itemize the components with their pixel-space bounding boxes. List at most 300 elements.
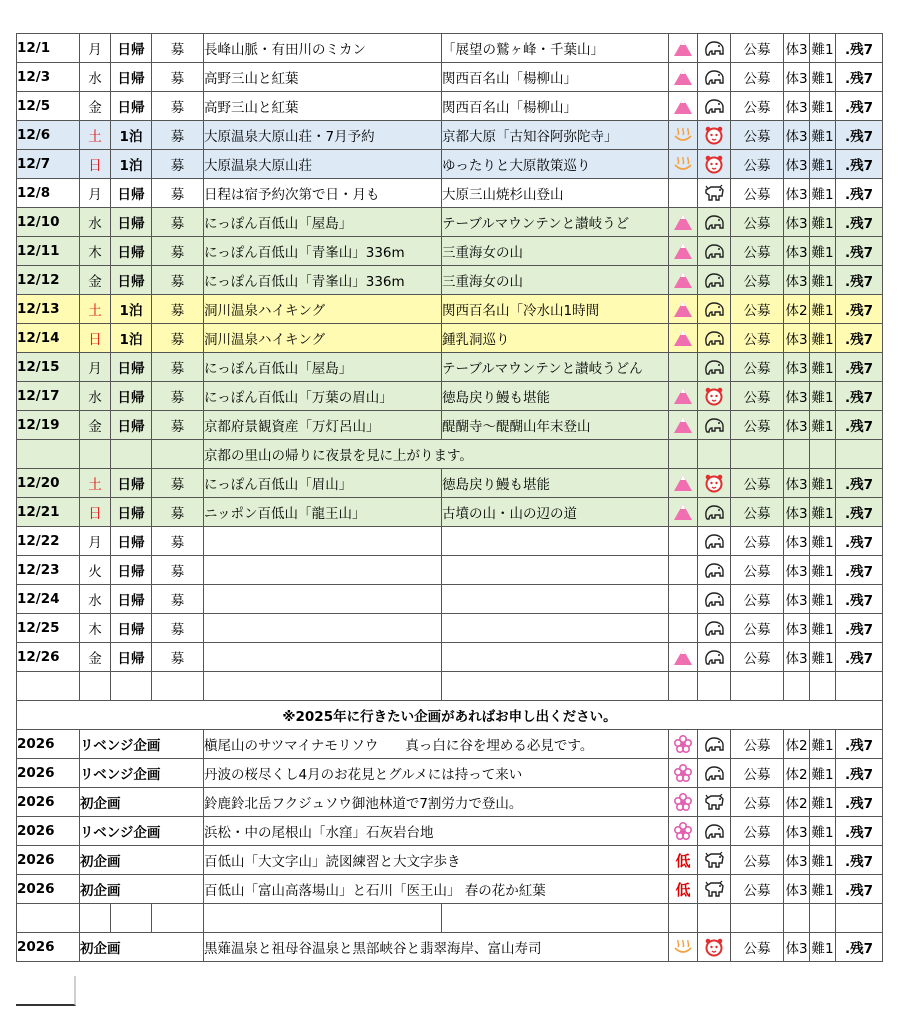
stamina-cell: 体3: [784, 411, 810, 440]
icon-cell: [669, 121, 698, 150]
plan-year-cell: 2026: [17, 730, 80, 759]
icon-cell: [669, 759, 698, 788]
icon-cell: [698, 295, 731, 324]
stamina-cell: 体3: [784, 846, 810, 875]
mountain-icon: [669, 300, 697, 318]
title-cell: 長峰山脈・有田川のミカン: [204, 34, 442, 63]
subtitle-cell: 京都大原「古知谷阿弥陀寺」: [442, 121, 669, 150]
weekday-cell: 水: [80, 585, 111, 614]
empty-cell: [731, 440, 784, 469]
plan-year-cell: 2026: [17, 875, 80, 904]
elephant-icon: [698, 68, 730, 86]
empty-cell: [204, 672, 442, 701]
title-cell: にっぽん百低山「眉山」: [204, 469, 442, 498]
plan-row: [17, 846, 883, 875]
difficulty-cell: 難1: [810, 179, 836, 208]
mountain-icon: [669, 329, 697, 347]
schedule-row: [17, 614, 883, 643]
elephant-icon: [698, 648, 730, 666]
mountain-icon: [669, 648, 697, 666]
mountain-icon: [669, 39, 697, 57]
difficulty-cell: 難1: [810, 556, 836, 585]
subtitle-cell: 鍾乳洞巡り: [442, 324, 669, 353]
trip-type-cell: 日帰: [111, 498, 152, 527]
public-cell: 公募: [731, 179, 784, 208]
schedule-row: [17, 237, 883, 266]
subtitle-cell: [442, 585, 669, 614]
empty-cell: [17, 440, 80, 469]
date-cell: 12/5: [17, 92, 80, 121]
tiger-icon: [698, 386, 730, 406]
plan-kind-cell: リベンジ企画: [80, 817, 204, 846]
icon-cell: [669, 527, 698, 556]
recruit-cell: 募: [152, 527, 204, 556]
stamina-cell: 体3: [784, 237, 810, 266]
stamina-cell: 体3: [784, 150, 810, 179]
recruit-cell: 募: [152, 614, 204, 643]
trip-type-cell: 日帰: [111, 527, 152, 556]
remaining-cell: .残7: [836, 730, 883, 759]
weekday-cell: 金: [80, 643, 111, 672]
remaining-cell: .残7: [836, 179, 883, 208]
remaining-cell: .残7: [836, 875, 883, 904]
difficulty-cell: 難1: [810, 353, 836, 382]
public-cell: 公募: [731, 933, 784, 962]
remaining-cell: .残7: [836, 150, 883, 179]
elephant-icon: [698, 213, 730, 231]
empty-cell: [17, 672, 80, 701]
stamina-cell: 体3: [784, 614, 810, 643]
stamina-cell: 体3: [784, 121, 810, 150]
empty-cell: [152, 440, 204, 469]
remaining-cell: .残7: [836, 324, 883, 353]
plan-row: [17, 817, 883, 846]
icon-cell: [698, 150, 731, 179]
remaining-cell: .残7: [836, 34, 883, 63]
schedule-row: [17, 121, 883, 150]
cow-icon: [698, 880, 730, 898]
remaining-cell: .残7: [836, 266, 883, 295]
stamina-cell: 体3: [784, 353, 810, 382]
public-cell: 公募: [731, 817, 784, 846]
date-cell: 12/10: [17, 208, 80, 237]
icon-cell: [669, 382, 698, 411]
remaining-cell: .残7: [836, 933, 883, 962]
plan-kind-cell: 初企画: [80, 788, 204, 817]
elephant-icon: [698, 300, 730, 318]
icon-cell: [669, 614, 698, 643]
subtitle-cell: [442, 643, 669, 672]
elephant-icon: [698, 561, 730, 579]
empty-cell: [80, 904, 111, 933]
stamina-cell: 体3: [784, 34, 810, 63]
recruit-cell: 募: [152, 382, 204, 411]
icon-cell: [698, 266, 731, 295]
subtitle-cell: テーブルマウンテンと讃岐うど: [442, 208, 669, 237]
icon-cell: [698, 34, 731, 63]
recruit-cell: 募: [152, 324, 204, 353]
sheet-corner: [16, 976, 76, 1006]
title-cell: 洞川温泉ハイキング: [204, 324, 442, 353]
weekday-cell: 水: [80, 208, 111, 237]
weekday-cell: 土: [80, 121, 111, 150]
subtitle-cell: 関西百名山「冷水山1時間: [442, 295, 669, 324]
icon-cell: [669, 353, 698, 382]
subtitle-cell: テーブルマウンテンと讃岐うどん: [442, 353, 669, 382]
hot-spring-icon: [669, 155, 697, 173]
trip-type-cell: 日帰: [111, 34, 152, 63]
title-cell: にっぽん百低山「屋島」: [204, 208, 442, 237]
date-cell: 12/3: [17, 63, 80, 92]
icon-cell: [669, 585, 698, 614]
plan-text-cell: 槇尾山のサツマイナモリソウ 真っ白に谷を埋める必見です。: [204, 730, 669, 759]
schedule-row: [17, 179, 883, 208]
public-cell: 公募: [731, 121, 784, 150]
icon-cell: [698, 179, 731, 208]
empty-cell: [80, 672, 111, 701]
plan-year-cell: 2026: [17, 759, 80, 788]
public-cell: 公募: [731, 324, 784, 353]
icon-cell: [698, 788, 731, 817]
plan-row: [17, 875, 883, 904]
public-cell: 公募: [731, 730, 784, 759]
public-cell: 公募: [731, 353, 784, 382]
plan-text-cell: 百低山「大文字山」読図練習と大文字歩き: [204, 846, 669, 875]
empty-cell: [111, 440, 152, 469]
icon-cell: [698, 353, 731, 382]
title-cell: 高野三山と紅葉: [204, 92, 442, 121]
remaining-cell: .残7: [836, 759, 883, 788]
remaining-cell: .残7: [836, 121, 883, 150]
plan-text-cell: 百低山「富山高落場山」と石川「医王山」 春の花か紅葉: [204, 875, 669, 904]
empty-cell: [669, 672, 698, 701]
recruit-cell: 募: [152, 469, 204, 498]
schedule-row: [17, 527, 883, 556]
difficulty-cell: 難1: [810, 730, 836, 759]
trip-type-cell: 日帰: [111, 411, 152, 440]
mountain-icon: [669, 97, 697, 115]
cow-icon: [698, 184, 730, 202]
flower-icon: [669, 734, 697, 754]
mountain-icon: [669, 387, 697, 405]
plan-row: [17, 730, 883, 759]
trip-type-cell: 日帰: [111, 92, 152, 121]
icon-cell: [698, 237, 731, 266]
date-cell: 12/13: [17, 295, 80, 324]
difficulty-cell: 難1: [810, 411, 836, 440]
elephant-icon: [698, 329, 730, 347]
stamina-cell: 体3: [784, 498, 810, 527]
remaining-cell: .残7: [836, 411, 883, 440]
difficulty-cell: 難1: [810, 788, 836, 817]
elephant-icon: [698, 764, 730, 782]
remaining-cell: .残7: [836, 788, 883, 817]
date-cell: 12/26: [17, 643, 80, 672]
weekday-cell: 月: [80, 34, 111, 63]
title-cell: 大原温泉大原山荘: [204, 150, 442, 179]
difficulty-cell: 難1: [810, 846, 836, 875]
date-cell: 12/17: [17, 382, 80, 411]
remaining-cell: .残7: [836, 817, 883, 846]
subtitle-cell: 徳島戻り鰻も堪能: [442, 469, 669, 498]
icon-cell: [669, 411, 698, 440]
recruit-cell: 募: [152, 295, 204, 324]
schedule-row: [17, 92, 883, 121]
recruit-cell: 募: [152, 556, 204, 585]
mountain-icon: [669, 213, 697, 231]
date-cell: 12/20: [17, 469, 80, 498]
public-cell: 公募: [731, 266, 784, 295]
title-cell: ニッポン百低山「龍王山」: [204, 498, 442, 527]
note-row: [17, 440, 883, 469]
notice-row: [17, 701, 883, 730]
plan-kind-cell: 初企画: [80, 933, 204, 962]
title-cell: [204, 556, 442, 585]
icon-cell: [669, 933, 698, 962]
public-cell: 公募: [731, 759, 784, 788]
mountain-icon: [669, 474, 697, 492]
stamina-cell: 体3: [784, 92, 810, 121]
plan-year-cell: 2026: [17, 788, 80, 817]
stamina-cell: 体3: [784, 382, 810, 411]
plan-row: [17, 933, 883, 962]
trip-type-cell: 日帰: [111, 63, 152, 92]
difficulty-cell: 難1: [810, 875, 836, 904]
remaining-cell: .残7: [836, 63, 883, 92]
stamina-cell: 体3: [784, 324, 810, 353]
plan-text-cell: 丹波の桜尽くし4月のお花見とグルメには持って来い: [204, 759, 669, 788]
trip-type-cell: 1泊: [111, 295, 152, 324]
tiger-icon: [698, 937, 730, 957]
empty-cell: [204, 904, 442, 933]
tiger-icon: [698, 125, 730, 145]
elephant-icon: [698, 735, 730, 753]
schedule-row: [17, 585, 883, 614]
recruit-cell: 募: [152, 498, 204, 527]
stamina-cell: 体2: [784, 759, 810, 788]
icon-cell: [669, 788, 698, 817]
plan-year-cell: 2026: [17, 817, 80, 846]
public-cell: 公募: [731, 63, 784, 92]
date-cell: 12/1: [17, 34, 80, 63]
stamina-cell: 体3: [784, 266, 810, 295]
cow-icon: [698, 793, 730, 811]
plan-year-cell: 2026: [17, 846, 80, 875]
weekday-cell: 日: [80, 498, 111, 527]
weekday-cell: 火: [80, 556, 111, 585]
icon-cell: [669, 34, 698, 63]
note-text: 京都の里山の帰りに夜景を見に上がります。: [204, 440, 669, 469]
schedule-row: [17, 498, 883, 527]
title-cell: にっぽん百低山「青峯山」336m: [204, 237, 442, 266]
title-cell: [204, 527, 442, 556]
schedule-table: [16, 33, 883, 962]
date-cell: 12/14: [17, 324, 80, 353]
difficulty-cell: 難1: [810, 759, 836, 788]
stamina-cell: 体2: [784, 788, 810, 817]
plan-year-cell: 2026: [17, 933, 80, 962]
trip-type-cell: 1泊: [111, 324, 152, 353]
stamina-cell: 体3: [784, 469, 810, 498]
title-cell: 大原温泉大原山荘・7月予約: [204, 121, 442, 150]
public-cell: 公募: [731, 527, 784, 556]
empty-cell: [698, 440, 731, 469]
subtitle-cell: 徳島戻り鰻も堪能: [442, 382, 669, 411]
stamina-cell: 体3: [784, 875, 810, 904]
difficulty-cell: 難1: [810, 585, 836, 614]
icon-cell: [698, 875, 731, 904]
difficulty-cell: 難1: [810, 237, 836, 266]
difficulty-cell: 難1: [810, 208, 836, 237]
recruit-cell: 募: [152, 353, 204, 382]
public-cell: 公募: [731, 498, 784, 527]
recruit-cell: 募: [152, 208, 204, 237]
public-cell: 公募: [731, 208, 784, 237]
title-cell: [204, 643, 442, 672]
tiger-icon: [698, 473, 730, 493]
plan-kind-cell: リベンジ企画: [80, 759, 204, 788]
difficulty-cell: 難1: [810, 324, 836, 353]
weekday-cell: 日: [80, 150, 111, 179]
stamina-cell: 体3: [784, 643, 810, 672]
weekday-cell: 金: [80, 266, 111, 295]
weekday-cell: 木: [80, 614, 111, 643]
public-cell: 公募: [731, 92, 784, 121]
remaining-cell: .残7: [836, 353, 883, 382]
trip-type-cell: 日帰: [111, 643, 152, 672]
stamina-cell: 体3: [784, 63, 810, 92]
icon-cell: [698, 643, 731, 672]
trip-type-cell: 日帰: [111, 556, 152, 585]
public-cell: 公募: [731, 237, 784, 266]
trip-type-cell: 日帰: [111, 208, 152, 237]
icon-cell: [698, 63, 731, 92]
flower-icon: [669, 763, 697, 783]
icon-cell: [698, 208, 731, 237]
empty-cell: [111, 904, 152, 933]
empty-cell: [111, 672, 152, 701]
plan-kind-cell: 初企画: [80, 875, 204, 904]
recruit-cell: 募: [152, 121, 204, 150]
trip-type-cell: 日帰: [111, 382, 152, 411]
elephant-icon: [698, 39, 730, 57]
elephant-icon: [698, 358, 730, 376]
difficulty-cell: 難1: [810, 643, 836, 672]
weekday-cell: 木: [80, 237, 111, 266]
trip-type-cell: 日帰: [111, 585, 152, 614]
icon-cell: [669, 295, 698, 324]
subtitle-cell: 大原三山焼杉山登山: [442, 179, 669, 208]
icon-cell: [669, 643, 698, 672]
icon-cell: [698, 324, 731, 353]
empty-cell: [152, 904, 204, 933]
icon-cell: [698, 846, 731, 875]
empty-cell: [698, 904, 731, 933]
icon-cell: [698, 121, 731, 150]
recruit-cell: 募: [152, 150, 204, 179]
schedule-row: [17, 63, 883, 92]
icon-cell: [698, 556, 731, 585]
icon-cell: [698, 382, 731, 411]
recruit-cell: 募: [152, 266, 204, 295]
public-cell: 公募: [731, 556, 784, 585]
difficulty-cell: 難1: [810, 92, 836, 121]
schedule-row: [17, 150, 883, 179]
empty-cell: [810, 904, 836, 933]
trip-type-cell: 日帰: [111, 469, 152, 498]
schedule-row: [17, 324, 883, 353]
subtitle-cell: ゆったりと大原散策巡り: [442, 150, 669, 179]
subtitle-cell: 三重海女の山: [442, 266, 669, 295]
stamina-cell: 体3: [784, 179, 810, 208]
stamina-cell: 体3: [784, 585, 810, 614]
stamina-cell: 体2: [784, 295, 810, 324]
low-label: 低: [675, 851, 691, 870]
remaining-cell: .残7: [836, 556, 883, 585]
trip-type-cell: 1泊: [111, 150, 152, 179]
remaining-cell: .残7: [836, 92, 883, 121]
public-cell: 公募: [731, 469, 784, 498]
date-cell: 12/24: [17, 585, 80, 614]
subtitle-cell: 関西百名山「楊柳山」: [442, 92, 669, 121]
difficulty-cell: 難1: [810, 150, 836, 179]
stamina-cell: 体3: [784, 933, 810, 962]
icon-cell: [698, 92, 731, 121]
plan-text-cell: 黒薙温泉と祖母谷温泉と黒部峡谷と翡翠海岸、富山寿司: [204, 933, 669, 962]
icon-cell: [669, 817, 698, 846]
stamina-cell: 体3: [784, 556, 810, 585]
schedule-row: [17, 295, 883, 324]
hot-spring-icon: [669, 938, 697, 956]
remaining-cell: .残7: [836, 643, 883, 672]
weekday-cell: 月: [80, 527, 111, 556]
public-cell: 公募: [731, 150, 784, 179]
empty-cell: [731, 672, 784, 701]
trip-type-cell: 日帰: [111, 237, 152, 266]
empty-cell: [784, 672, 810, 701]
icon-cell: [669, 179, 698, 208]
icon-cell: [669, 208, 698, 237]
subtitle-cell: [442, 527, 669, 556]
empty-cell: [836, 440, 883, 469]
subtitle-cell: 醍醐寺～醍醐山年末登山: [442, 411, 669, 440]
subtitle-cell: 古墳の山・山の辺の道: [442, 498, 669, 527]
schedule-row: [17, 556, 883, 585]
public-cell: 公募: [731, 382, 784, 411]
remaining-cell: .残7: [836, 469, 883, 498]
remaining-cell: .残7: [836, 614, 883, 643]
elephant-icon: [698, 532, 730, 550]
subtitle-cell: [442, 556, 669, 585]
remaining-cell: .残7: [836, 237, 883, 266]
stamina-cell: 体3: [784, 208, 810, 237]
date-cell: 12/22: [17, 527, 80, 556]
date-cell: 12/25: [17, 614, 80, 643]
empty-row: [17, 672, 883, 701]
date-cell: 12/21: [17, 498, 80, 527]
icon-cell: [669, 63, 698, 92]
recruit-cell: 募: [152, 92, 204, 121]
difficulty-cell: 難1: [810, 527, 836, 556]
difficulty-cell: 難1: [810, 469, 836, 498]
empty-cell: [80, 440, 111, 469]
public-cell: 公募: [731, 643, 784, 672]
flower-icon: [669, 792, 697, 812]
public-cell: 公募: [731, 585, 784, 614]
subtitle-cell: [442, 614, 669, 643]
plan-kind-cell: リベンジ企画: [80, 730, 204, 759]
elephant-icon: [698, 590, 730, 608]
